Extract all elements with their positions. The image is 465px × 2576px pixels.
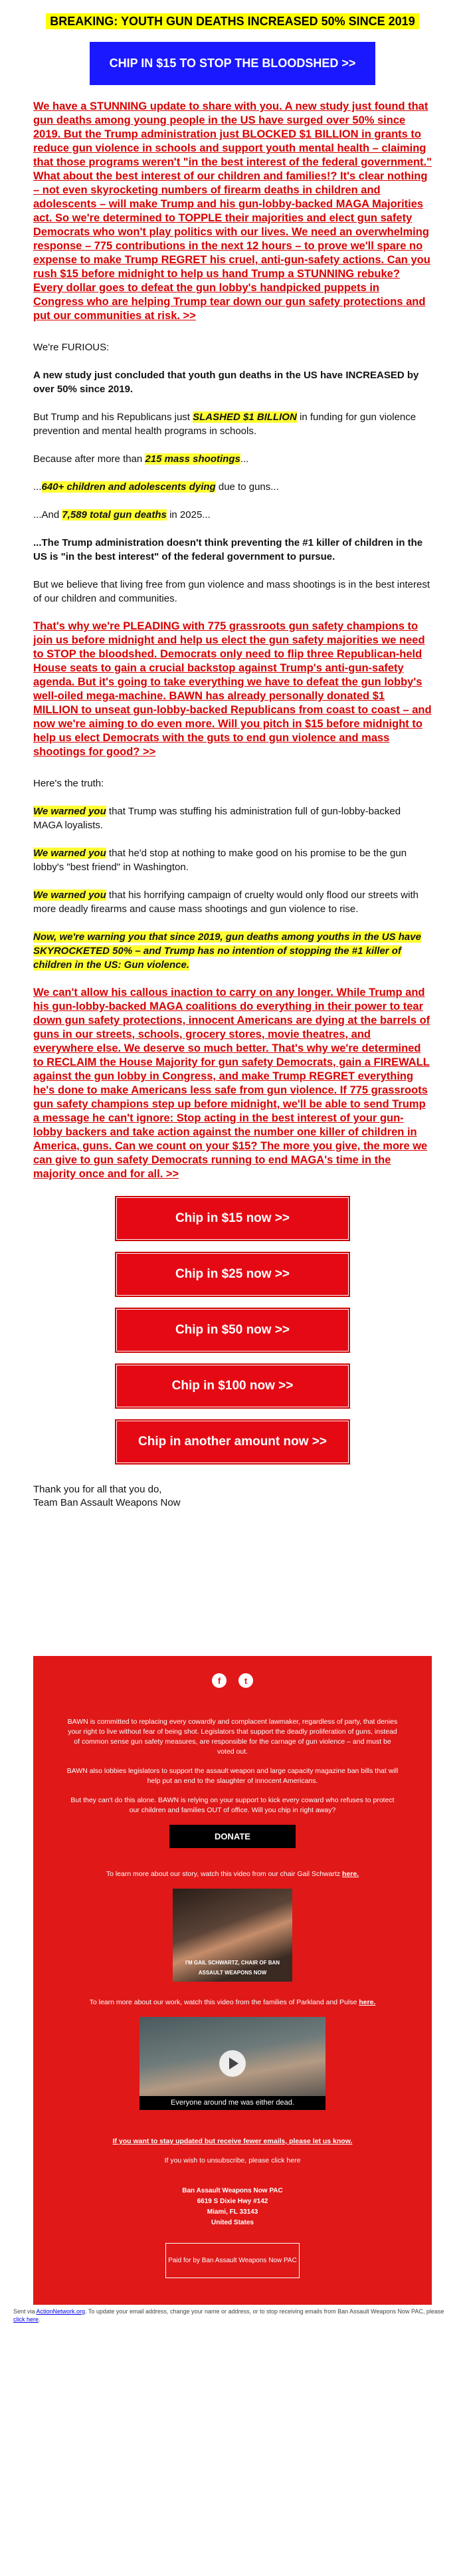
top-chip-in-button[interactable]: CHIP IN $15 TO STOP THE BLOODSHED >> (90, 42, 375, 85)
headline: BREAKING: YOUTH GUN DEATHS INCREASED 50% SINCE 2019 (46, 13, 418, 29)
cant-do-text: But they can't do this alone. BAWN is relying on your support to kick every coward who refuses to protect our children and families OUT of office. Will you chip in right away? (70, 1796, 395, 1814)
facebook-icon[interactable]: f (212, 1673, 227, 1688)
video1-caption: I'M GAIL SCHWARTZ, CHAIR OF BAN ASSAULT WEAPONS NOW (185, 1960, 280, 1976)
chip-15-button[interactable]: Chip in $15 now >> (115, 1196, 350, 1241)
warned-line-3: We warned you that his horrifying campaign of cruelty would only flood our streets with more deadly firearms and cause mass shootings and gun violence to rise. (33, 889, 418, 915)
click-here-link[interactable]: click here (13, 2316, 39, 2323)
warned-line-1: We warned you that Trump was stuffing his administration full of gun-lobby-backed MAGA loyalists. (33, 806, 401, 831)
furious-line: We're FURIOUS: (33, 342, 110, 353)
intro-link-paragraph[interactable]: We have a STUNNING update to share with you. A new study just found that gun deaths among young people in the US have surged over 50% since 2019. But the Trump administration just BLOCKED $1 BILLION in grants to reduce gun violence in schools and support youth mental health – claiming that those programs weren't "in the best interest of the federal government." What about the best interest of our children and families!? It's clear nothing – not even skyrocketing numbers of firearm deaths in children and adolescents – will make Trump and his gun-lobby-backed MAGA Majorities act. So we're determined to TOPPLE their majorities and elect gun safety Democrats who won't play politics with our lives. We need an overwhelming response – 775 contributions in the next 12 hours – to prove we'll spare no expense to make Trump REGRET his cruel, anti-gun-safety actions. Can you rush $15 before midnight to help us hand Trump a STUNNING rebuke? Every dollar goes to defeat the gun lobby's handpicked puppets in Congress who are helping Trump tear down our gun safety protections and put our communities at risk. >> (33, 100, 432, 322)
children-line: ...640+ children and adolescents dying due to guns... (33, 481, 279, 493)
thanks-line: Thank you for all that you do, (33, 1484, 162, 1495)
total-highlight: 7,589 total gun deaths (62, 509, 167, 521)
bottom-note: Sent via ActionNetwork.org. To update your email address, change your name or address, or to stop receiving emails from Ban Assault Weapons Now PAC, please click here. (13, 2308, 444, 2323)
total-deaths-line: ...And 7,589 total gun deaths in 2025... (33, 509, 211, 521)
pleading-link-paragraph[interactable]: That's why we're PLEADING with 775 grassroots gun safety champions to join us before midnight and help us elect the gun safety majorities we need to STOP the bloodshed. Democrats only need to flip three Republican-held House seats to gain a crucial backstop against Trump's anti-gun-safety agenda. But it's going to take everything we have to defeat the gun lobby's well-oiled mega-machine. BAWN has already personally donated $1 MILLION to unseat gun-lobby-backed Republicans from coast to coast – and now we're aiming to do even more. Will you pitch in $15 before midnight to help us elect Democrats with the guts to end gun violence and mass shootings for good? >> (33, 620, 432, 758)
footer (33, 1656, 432, 2305)
believe-line: But we believe that living free from gun violence and mass shootings is in the best interest of our children and communities. (33, 579, 430, 604)
admin-line: ...The Trump administration doesn't think preventing the #1 killer of children in the US is "in the best interest" of the federal government to pursue. (33, 537, 423, 562)
work-link[interactable]: here. (359, 1998, 376, 2006)
lobbies-text: BAWN also lobbies legislators to support the assault weapon and large capacity magazine ban bills that will help put an end to the slaughter of innocent Americans. (66, 1767, 399, 1785)
gail-video-thumbnail[interactable] (173, 1889, 292, 1982)
story-text: To learn more about our story, watch this video from our chair Gail Schwartz here. (106, 1870, 359, 1878)
now-warning-line: Now, we're warning you that since 2019, gun deaths among youths in the US have SKYROCKETED 50% – and Trump has no intention of stopping the #1 killer of children in the US: Gun violence. (33, 931, 421, 971)
mailing-address: Ban Assault Weapons Now PAC 6619 S Dixie Hwy #142 Miami, FL 33143 United States (182, 2187, 283, 2226)
truth-line: Here's the truth: (33, 778, 104, 789)
video2-caption: Everyone around me was either dead. (140, 2096, 326, 2110)
signoff-line: Team Ban Assault Weapons Now (33, 1497, 181, 1508)
story-link[interactable]: here. (342, 1870, 359, 1878)
twitter-icon[interactable]: t (238, 1673, 253, 1688)
headline-bar (0, 0, 465, 29)
actionnetwork-link[interactable]: ActionNetwork.org (36, 2308, 86, 2315)
play-icon[interactable] (219, 2050, 246, 2077)
paid-for-box: Paid for by Ban Assault Weapons Now PAC (165, 2243, 300, 2278)
slashed-highlight: SLASHED $1 BILLION (193, 411, 297, 423)
chip-50-button[interactable]: Chip in $50 now >> (115, 1308, 350, 1353)
social-links (33, 1673, 432, 1688)
chip-other-button[interactable]: Chip in another amount now >> (115, 1419, 350, 1464)
slashed-line: But Trump and his Republicans just SLASHED $1 BILLION in funding for gun violence prevention and mental health programs in schools. (33, 411, 417, 437)
chip-100-button[interactable]: Chip in $100 now >> (115, 1363, 350, 1409)
mass-shootings-line: Because after more than 215 mass shootings... (33, 453, 249, 465)
donate-button[interactable]: DONATE (169, 1825, 296, 1848)
signature (33, 1483, 432, 1510)
unsubscribe-link[interactable]: If you wish to unsubscribe, please click here (164, 2157, 301, 2165)
fewer-emails-link[interactable]: If you want to stay updated but receive fewer emails, please let us know. (112, 2137, 353, 2145)
email-body (33, 100, 432, 1510)
mass-highlight: 215 mass shootings (145, 453, 240, 465)
children-highlight: 640+ children and adolescents dying (41, 481, 216, 493)
parkland-video-thumbnail[interactable] (140, 2017, 326, 2110)
cant-allow-link-paragraph[interactable]: We can't allow his callous inaction to carry on any longer. While Trump and his gun-lobby-backed MAGA coalitions do everything in their power to tear down gun safety protections, innocent Americans are dying at the barrels of guns in our streets, schools, grocery stores, movie theatres, and everywhere else. We deserve so much better. That's why we're determined to RECLAIM the House Majority for gun safety Democrats, gain a FIREWALL against the gun lobby in Congress, and make Trump REGRET everything he's done to make Americans less safe from gun violence. If 775 grassroots gun safety champions step up before midnight, we'll be able to send Trump a message he can't ignore: Stop acting in the best interest of your gun-lobby backers and take action against the number one killer of children in America, guns. Can we count on your $15? The more you give, the more we can give to gun safety Democrats running to end MAGA's time in the majority once and for all. >> (33, 987, 430, 1180)
mission-text: BAWN is committed to replacing every cowardly and complacent lawmaker, regardless of party, that denies your right to live without fear of being shot. Legislators that support the deadly proliferation of guns, instead of common sense gun safety measures, are responsible for the carnage of gun violence – and must be voted out. (67, 1718, 398, 1756)
study-line: A new study just concluded that youth gun deaths in the US have INCREASED by over 50% since 2019. (33, 370, 419, 395)
warned-line-2: We warned you that he'd stop at nothing to make good on his promise to be the gun lobby's "best friend" in Washington. (33, 848, 407, 873)
work-text: To learn more about our work, watch this video from the families of Parkland and Pulse here. (89, 1998, 376, 2006)
chip-25-button[interactable]: Chip in $25 now >> (115, 1252, 350, 1297)
